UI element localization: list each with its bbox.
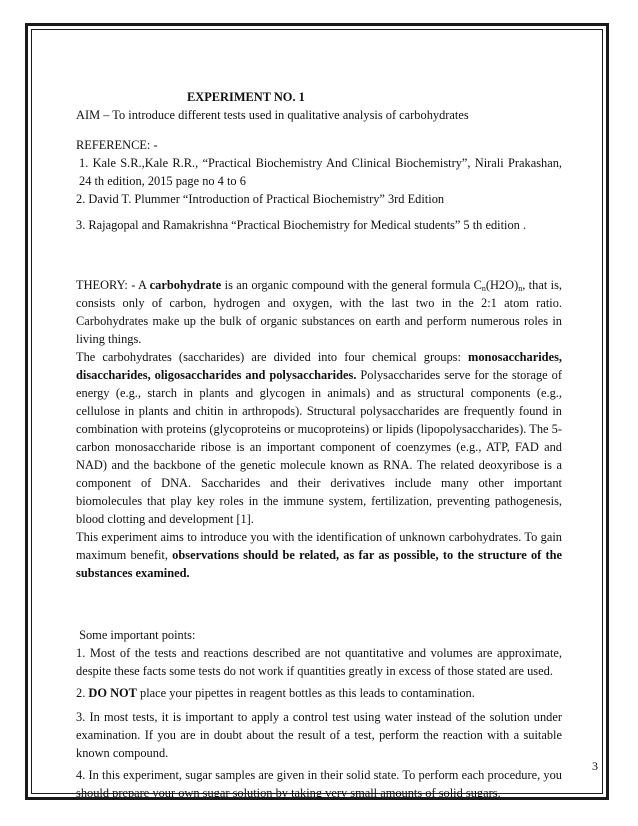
page-number: 3 (592, 759, 598, 773)
reference-item-3: 3. Rajagopal and Ramakrishna “Practical Biochemistry for Medical students” 5 th edition . (76, 218, 527, 232)
experiment-title: EXPERIMENT NO. 1 (187, 90, 305, 104)
point-2 (76, 684, 562, 702)
theory-p3-bold: observations should be related, as far as possible, to the structure of the substances examined. (76, 548, 562, 580)
reference-heading: REFERENCE: - (76, 138, 158, 152)
theory-p2-bold: monosaccharides, disaccharides, oligosaccharides and polysaccharides. (76, 350, 562, 382)
point-3: 3. In most tests, it is important to apply a control test using water instead of the solution under examination. If you are in doubt about the result of a test, perform the reaction with a suitable known compound. (76, 710, 562, 760)
theory-formula-mid: (H2O) (485, 278, 519, 292)
point-2-number: 2. (76, 686, 89, 700)
reference-item-1: 1. Kale S.R.,Kale R.R., “Practical Biochemistry And Clinical Biochemistry”, Nirali Prakashan, 24 th edition, 2015 page no 4 to 6 (79, 156, 562, 188)
points-heading: Some important points: (76, 628, 196, 642)
formula-subscript-1: n (481, 284, 486, 293)
theory-p3-pre: This experiment aims to introduce you with the identification of unknown carbohydrates. To gain maximum benefit, (76, 530, 562, 562)
theory-paragraph-3 (76, 528, 562, 582)
aim-line: AIM – To introduce different tests used in qualitative analysis of carbohydrates (76, 108, 469, 122)
document-body (76, 88, 562, 802)
theory-p2-rest: Polysaccharides serve for the storage of energy (e.g., starch in plants and glycogen in animals) and as structural components (e.g., cellulose in plants and chitin in arthropods). Structural polysaccharides are frequently found in combination with proteins (glycoproteins or mucoproteins) or lipids (lipopolysaccharides). The 5-carbon monosaccharide ribose is an important component of coenzymes (e.g., ATP, FAD and NAD) and the backbone of the genetic molecule known as RNA. The related deoxyribose is a component of DNA. Saccharides and their derivatives include many other important biomolecules that play key roles in the immune system, fertilization, preventing pathogenesis, blood clotting and development [1]. (76, 368, 562, 526)
point-4: 4. In this experiment, sugar samples are given in their solid state. To perform each procedure, you should prepare your own sugar solution by taking very small amounts of solid sugars. (76, 768, 562, 800)
theory-lead: THEORY: - A (76, 278, 150, 292)
point-1: 1. Most of the tests and reactions described are not quantitative and volumes are approximate, despite these facts some tests do not work if quantities greatly in excess of those stated are used. (76, 646, 562, 678)
point-2-bold: DO NOT (88, 686, 137, 700)
reference-item-2: 2. David T. Plummer “Introduction of Practical Biochemistry” 3rd Edition (76, 192, 445, 206)
formula-subscript-2: n (518, 284, 523, 293)
theory-paragraph-2 (76, 348, 562, 528)
theory-paragraph-1 (76, 276, 562, 348)
theory-rest: , that is, consists only of carbon, hydrogen and oxygen, with the last two in the 2:1 atom ratio. Carbohydrates make up the bulk of organic substances on earth and perform numerous roles in living things. (76, 278, 562, 346)
theory-formula-pre: is an organic compound with the general formula C (221, 278, 482, 292)
theory-term: carbohydrate (149, 278, 222, 292)
theory-p2-pre: The carbohydrates (saccharides) are divided into four chemical groups: (76, 350, 469, 364)
point-2-rest: place your pipettes in reagent bottles as this leads to contamination. (136, 686, 475, 700)
